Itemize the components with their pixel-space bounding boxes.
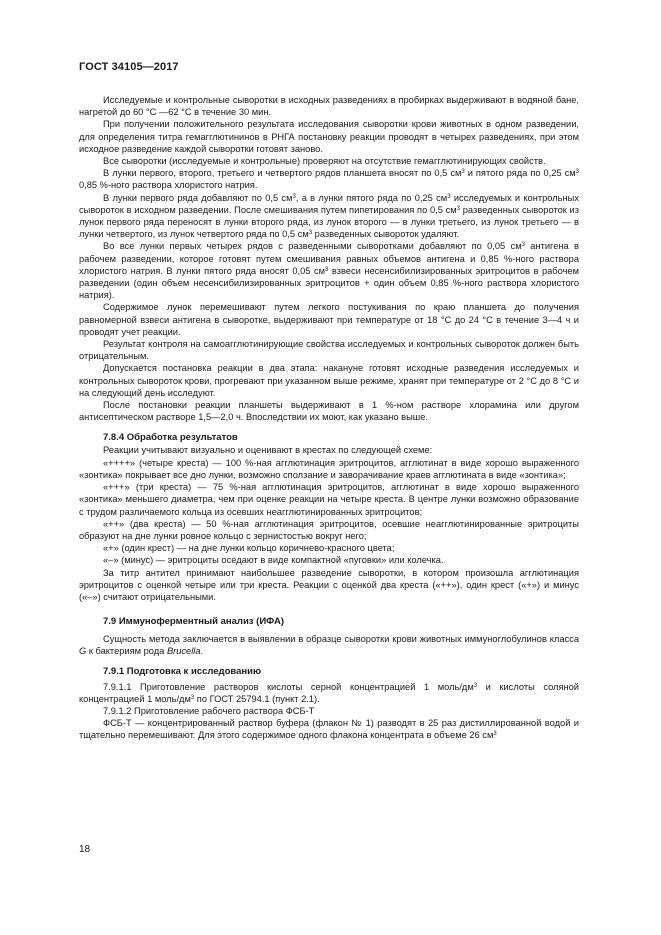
paragraph: Во все лунки первых четырех рядов с разведенными сыворотками добавляют по 0,05 $см^3$ антигена в рабочем разведении, которое готовят путем смешивания равных объемов антигена и 0,85 %-ного раствора хлористого натрия. В лунки пятого ряда вносят 0,05 $см^3$ взвеси несенсибилизированных эритроцитов в рабочем разведении (один объем несенсибилизированных эритроцитов + один объем 0,85 %-ного раствора хлористого натрия). (79, 241, 579, 301)
paragraph: За титр антител принимают наибольшее разведение сыворотки, в котором произошла агглютинация эритроцитов с оценкой четыре или три креста. Реакции с оценкой два креста («++»), один крест («+») и минус («–») считают отрицательными. (79, 567, 579, 602)
paragraph: Реакции учитывают визуально и оценивают в крестах по следующей схеме: (103, 445, 433, 456)
page-number: 18 (79, 844, 91, 855)
paragraph: Допускается постановка реакции в два этапа: накануне готовят исходные разведения исследуемых и контрольных сывороток крови, прогревают при указанном выше режиме, хранят при температуре от 2 °C до 8 °C и на следующий день исследуют. (79, 363, 579, 398)
paragraph: 7.9.1.1 Приготовление растворов кислоты серной концентрацией 1 моль/$дм^3$ и кислоты соляной концентрацией 1 моль/$дм^3$ по ГОСТ 25794.1 (пункт 2.1). (79, 681, 579, 704)
paragraph: Содержимое лунок перемешивают путем легкого постукивания по краю планшета до получения равномерной взвеси антигена в сыворотке, выдерживают при температуре от 18 °C до 24 °C в течение 3—4 ч и проводят учет реакции. (79, 302, 579, 337)
paragraph: В лунки первого ряда добавляют по 0,5 $см^3$, а в лунки пятого ряда по 0,25 $см^3$ исследуемых и контрольных сывороток в исходном разведении. После смешивания путем пипетирования по 0,5 $см^3$ разведенных сывороток из лунок первого ряда переносят в лунки второго ряда, из лунок второго — в лунки третьего, из лунок третьего — в лунки четвертого, из лунок четвертого ряда по 0,5 $см^3$ разведенных сывороток удаляют. (79, 192, 580, 240)
paragraph: Сущность метода заключается в выявлении в образце сыворотки крови животных иммуноглобулинов класса G к бактериям рода Brucella. (79, 634, 579, 657)
paragraph: Исследуемые и контрольные сыворотки в исходных разведениях в пробирках выдерживают в водяной бане, нагретой до 60 °C —62 °C в течение 30 мин. (79, 95, 579, 118)
paragraph: В лунки первого, второго, третьего и четвертого рядов планшета вносят по 0,5 $см^3$ и пятого ряда по 0,25 $см^3$ 0,85 %-ного раствора хлористого натрия. (79, 168, 579, 191)
section-heading-7-8-4: 7.8.4 Обработка результатов (103, 432, 238, 444)
section-heading-7-9: 7.9 Иммуноферментный анализ (ИФА) (103, 616, 285, 628)
document-code: ГОСТ 34105—2017 (79, 61, 179, 73)
paragraph: После постановки реакции планшеты выдерживают в 1 %-ном растворе хлорамина или другом антисептическом растворе 1,5—2,0 ч. Впоследствии их моют, как указано выше. (79, 400, 579, 423)
paragraph: ФСБ-Т — концентрированный раствор буфера (флакон № 1) разводят в 25 раз дистиллированной водой и тщательно перемешивают. Для этого содержимое одного флакона концентрата в объеме 26 $см^3$ (79, 718, 579, 741)
paragraph: Все сыворотки (исследуемые и контрольные) проверяют на отсутствие гемагглютинирующих свойств. (103, 156, 546, 167)
paragraph: «+++» (три креста) — 75 %-ная агглютинация эритроцитов, агглютинат в виде хорошо выраженного «зонтика» меньшего диаметра, чем при оценке реакции на четыре креста. В центре лунки возможно образование с трудом различаемого кольца из осевших неагглютинированных эритроцитов; (79, 482, 579, 517)
paragraph: 7.9.1.2 Приготовление рабочего раствора ФСБ-Т (103, 705, 315, 716)
paragraph: При получении положительного результата исследования сыворотки крови животных в одном разведении, для определения титра гемагглютининов в РНГА постановку реакции проводят в четырех разведениях, при этом исходное разведение каждой сыворотки готовят заново. (79, 119, 579, 154)
document-body (79, 94, 579, 742)
paragraph: «++++» (четыре креста) — 100 %-ная агглютинация эритроцитов, агглютинат в виде хорошо выраженного «зонтика» покрывает все дно лунки, возможно сползание и заворачивание краев агглютината в виде «зонтика»; (79, 457, 579, 480)
paragraph: «++» (два креста) — 50 %-ная агглютинация эритроцитов, осевшие неагглютинированные эритроциты образуют на дне лунки ровное кольцо с зернистостью вокруг него; (79, 518, 579, 541)
paragraph: Результат контроля на самоагглютинирующие свойства исследуемых и контрольных сывороток должен быть отрицательным. (79, 339, 579, 362)
paragraph: «+» (один крест) — на дне лунки кольцо коричнево-красного цвета; (103, 543, 395, 554)
section-heading-7-9-1: 7.9.1 Подготовка к исследованию (103, 665, 262, 677)
paragraph: «–» (минус) — эритроциты оседают в виде компактной «пуговки» или колечка. (103, 555, 444, 566)
